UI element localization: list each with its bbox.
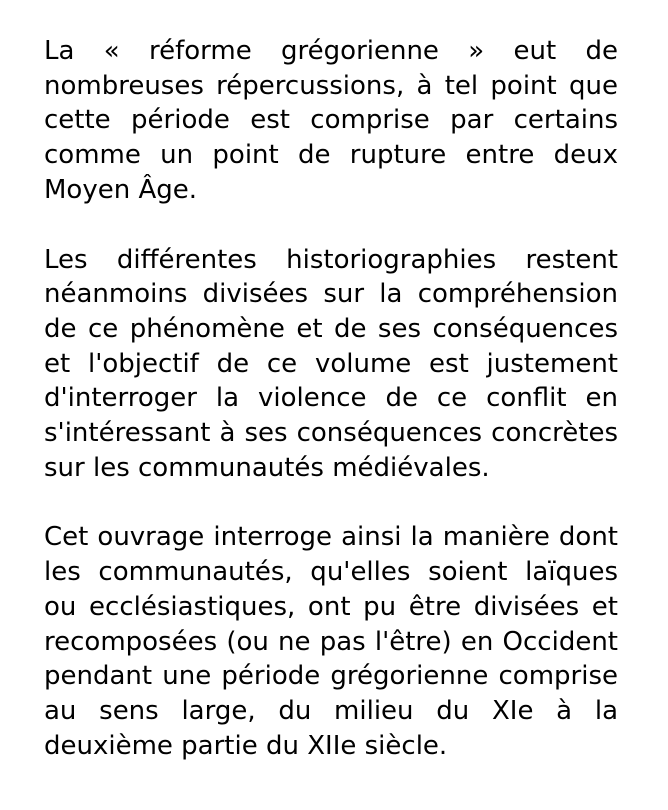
paragraph-book-scope: Cet ouvrage interroge ainsi la manière dont les communautés, qu'elles soient laïques ou ecclésiastiques, ont pu être divisées et recomposées (ou ne pas l'être) en Occident pendant une période grégorienne comprise au sens large, du milieu du XIe à la deuxième partie du XIIe siècle. — [44, 522, 618, 761]
paragraph-historiography: Les différentes historiographies restent néanmoins divisées sur la compréhension de ce phénomène et de ses conséquences et l'objectif de ce volume est justement d'interroger la violence de ce conflit en s'intéressant à ses conséquences concrètes sur les communautés médiévales. — [44, 244, 618, 483]
paragraph-intro: La « réforme grégorienne » eut de nombreuses répercussions, à tel point que cette période est comprise par certains comme un point de rupture entre deux Moyen Âge. — [44, 36, 618, 205]
